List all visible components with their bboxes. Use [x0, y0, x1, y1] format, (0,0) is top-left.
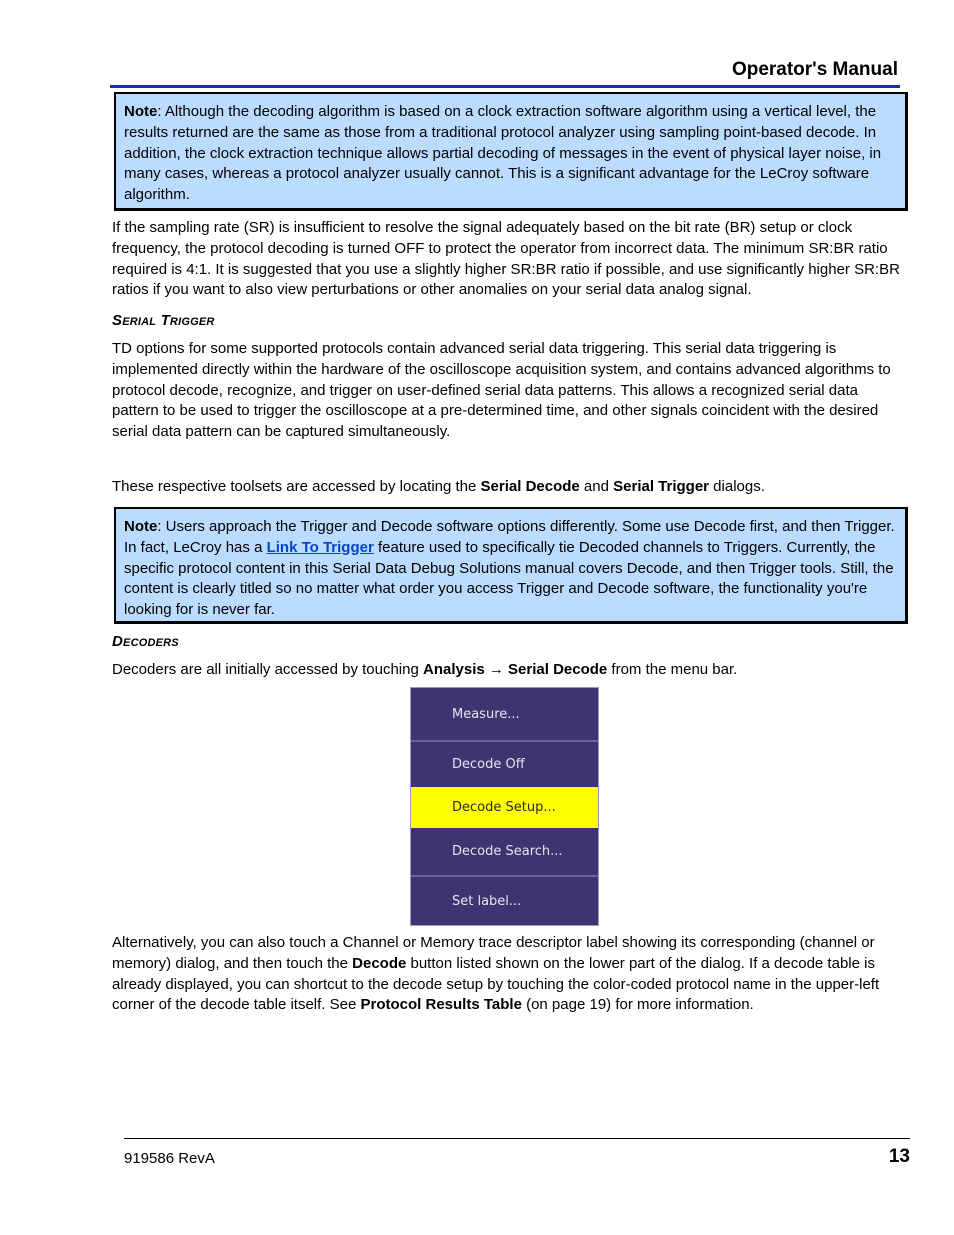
note-text-pre: : Users approach the Trigger and Decode software options differently. Some use Decode first, and then Trigger. In fact, LeCroy has a: [124, 518, 895, 556]
footer-rule: [124, 1138, 910, 1139]
alt-protocol-results-table: Protocol Results Table: [360, 996, 522, 1014]
note-label: Note: [124, 518, 158, 535]
serial-trigger-paragraph: TD options for some supported protocols contain advanced serial data triggering. This serial data triggering is implemented directly within the hardware of the oscilloscope acquisition system, and contains advanced algorithms to protocol decode, recognize, and trigger on user-defined serial data patterns. This allows a recognized serial data pattern to be used to trigger the oscilloscope at a pre-determined time, and other signals coincident with the desired serial data pattern can be captured simultaneously.: [112, 340, 891, 441]
decoders-menu-path: Analysis → Serial Decode: [423, 661, 608, 678]
footer-page-number: 13: [888, 1146, 910, 1167]
footer-doc-id: 919586 RevA: [124, 1150, 215, 1167]
toolsets-paragraph: [112, 477, 902, 498]
alt-pre: Alternatively, you can also touch a Channel or Memory trace descriptor label showing its corresponding (channel or memory) dialog, and then touch the: [112, 934, 875, 972]
toolsets-post: dialogs.: [709, 478, 765, 495]
note-text-post: feature used to specifically tie Decoded channels to Triggers. Currently, the specific protocol content in this Serial Data Debug Solutions manual covers Decode, and then Trigger tools. Still, the content is clearly titled so no matter what order you access Trigger and Decode software, the functionality you're looking for is never far.: [124, 538, 894, 619]
sampling-rate-paragraph: If the sampling rate (SR) is insufficient to resolve the signal adequately based on the bit rate (BR) setup or clock frequency, the protocol decoding is turned OFF to protect the operator from incorrect data. The minimum SR:BR ratio required is 4:1. It is suggested that you use a slightly higher SR:BR ratio if possible, and use significantly higher SR:BR ratios if you want to also view perturbations or other anomalies on your serial data analog signal.: [112, 219, 900, 299]
section-heading-serial-trigger: Serial Trigger: [112, 312, 215, 329]
analysis-context-menu: [410, 687, 599, 926]
alt-mid: button listed shown on the lower part of the dialog. If a decode table is already displayed, you can shortcut to the decode setup by touching the color-coded protocol name in the upper-left corner of the decode table itself. See: [112, 954, 880, 1014]
menu-item-decode-search[interactable]: Decode Search...: [452, 844, 563, 859]
note-box-trigger-decode: [114, 507, 908, 624]
header-rule: [110, 85, 900, 88]
alt-post: (on page 19) for more information.: [521, 996, 754, 1014]
toolsets-pre: These respective toolsets are accessed by locating the: [112, 478, 481, 495]
section-heading-decoders: Decoders: [112, 633, 179, 650]
note-text: : Although the decoding algorithm is based on a clock extraction software algorithm using a vertical level, the results returned are the same as those from a traditional protocol analyzer using sampling point-based decode. In addition, the clock extraction technique allows partial decoding of messages in the event of physical layer noise, in many cases, whereas a protocol analyzer usually cannot. This is a significant advantage for the LeCroy software algorithm.: [124, 103, 882, 204]
menu-item-decode-off[interactable]: Decode Off: [452, 757, 525, 772]
alternative-paragraph: [112, 933, 902, 1016]
alt-decode-button: Decode: [352, 954, 407, 972]
menu-item-decode-setup[interactable]: Decode Setup...: [411, 787, 598, 828]
menu-item-set-label[interactable]: Set label...: [452, 893, 522, 909]
decoders-paragraph: [112, 660, 902, 681]
link-to-trigger-link[interactable]: Link To Trigger: [266, 538, 374, 556]
header-title: Operator's Manual: [731, 59, 898, 80]
decoders-post: from the menu bar.: [607, 661, 738, 678]
toolsets-mid: and: [579, 478, 614, 495]
note-label: Note: [124, 103, 158, 120]
menu-item-measure[interactable]: Measure...: [452, 706, 520, 722]
toolsets-serial-trigger: Serial Trigger: [613, 478, 710, 495]
toolsets-serial-decode: Serial Decode: [480, 478, 580, 495]
note-box-decoding: [114, 92, 908, 211]
decoders-pre: Decoders are all initially accessed by touching: [112, 661, 423, 678]
